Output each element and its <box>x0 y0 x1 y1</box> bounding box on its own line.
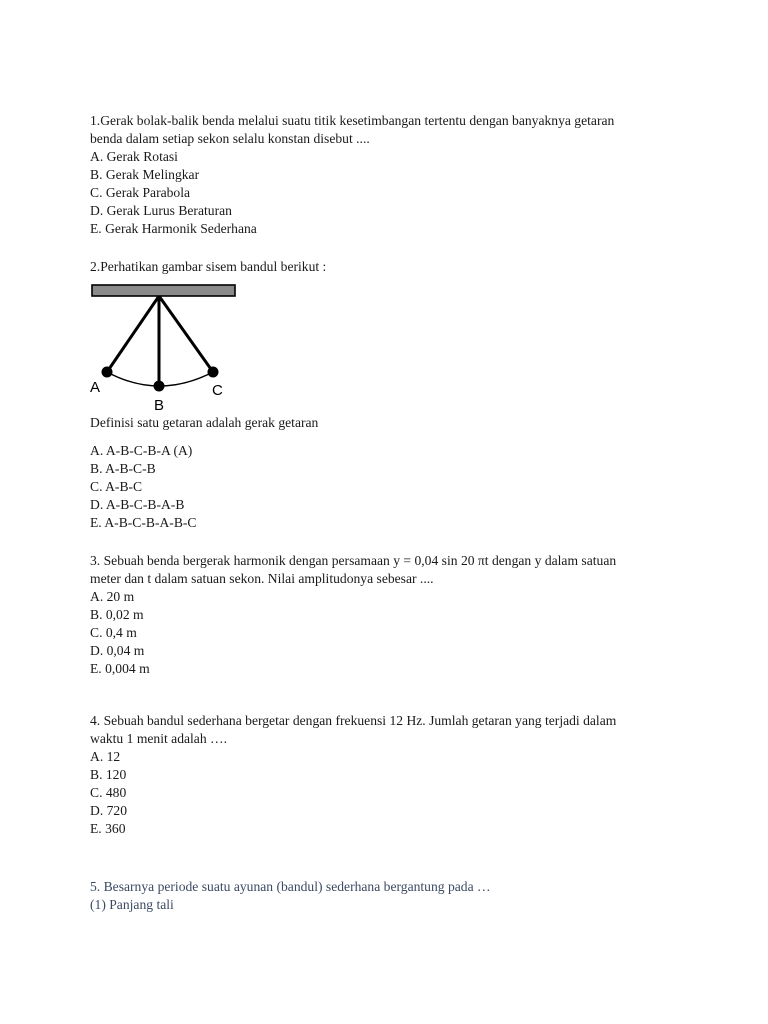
question-2-text-line: 2.Perhatikan gambar sisem bandul berikut : <box>90 259 327 274</box>
question-5 <box>90 878 710 914</box>
string-right <box>159 296 213 372</box>
question-1 <box>90 112 710 238</box>
worksheet <box>90 112 710 914</box>
option-b: B. A-B-C-B <box>90 461 156 476</box>
option-d: D. 0,04 m <box>90 643 145 658</box>
option-d: D. 720 <box>90 803 128 818</box>
option-e: E. A-B-C-B-A-B-C <box>90 515 197 530</box>
option-c: C. Gerak Parabola <box>90 185 191 200</box>
label-b: B <box>154 397 165 414</box>
label-c: C <box>212 382 223 399</box>
option-c: C. 0,4 m <box>90 625 137 640</box>
question-5-text-line: 5. Besarnya periode suatu ayunan (bandul) sederhana bergantung pada … <box>90 879 491 894</box>
pendulum-diagram <box>90 282 250 414</box>
question-3 <box>90 552 710 678</box>
option-a: A. Gerak Rotasi <box>90 149 178 164</box>
option-e: E. 360 <box>90 821 126 836</box>
option-e: E. 0,004 m <box>90 661 150 676</box>
option-c: C. 480 <box>90 785 127 800</box>
option-b: B. 120 <box>90 767 127 782</box>
bob-b <box>154 381 165 392</box>
option-d: D. Gerak Lurus Beraturan <box>90 203 232 218</box>
question-4 <box>90 712 710 838</box>
option-a: A. A-B-C-B-A (A) <box>90 443 193 458</box>
string-left <box>107 296 159 372</box>
question-1-text-line: benda dalam setiap sekon selalu konstan disebut .... <box>90 131 370 146</box>
question-3-text-line: 3. Sebuah benda bergerak harmonik dengan persamaan y = 0,04 sin 20 πt dengan y dalam satuan <box>90 553 617 568</box>
question-4-text-line: 4. Sebuah bandul sederhana bergetar dengan frekuensi 12 Hz. Jumlah getaran yang terjadi dalam <box>90 713 617 728</box>
bob-a <box>102 367 113 378</box>
question-2-stem: Definisi satu getaran adalah gerak getaran <box>90 415 319 430</box>
label-a: A <box>90 379 101 396</box>
option-a: A. 20 m <box>90 589 135 604</box>
question-2 <box>90 258 710 532</box>
option-c: C. A-B-C <box>90 479 143 494</box>
option-a: A. 12 <box>90 749 121 764</box>
question-3-text-line: meter dan t dalam satuan sekon. Nilai amplitudonya sebesar .... <box>90 571 434 586</box>
question-1-text-line: 1.Gerak bolak-balik benda melalui suatu titik kesetimbangan tertentu dengan banyaknya getaran <box>90 113 615 128</box>
option-b: B. 0,02 m <box>90 607 144 622</box>
option-b: B. Gerak Melingkar <box>90 167 200 182</box>
ceiling-support <box>92 285 235 296</box>
question-4-text-line: waktu 1 menit adalah …. <box>90 731 228 746</box>
option-d: D. A-B-C-B-A-B <box>90 497 185 512</box>
bob-c <box>208 367 219 378</box>
option-e: E. Gerak Harmonik Sederhana <box>90 221 257 236</box>
option-1: (1) Panjang tali <box>90 897 174 912</box>
pendulum-figure <box>90 282 250 414</box>
